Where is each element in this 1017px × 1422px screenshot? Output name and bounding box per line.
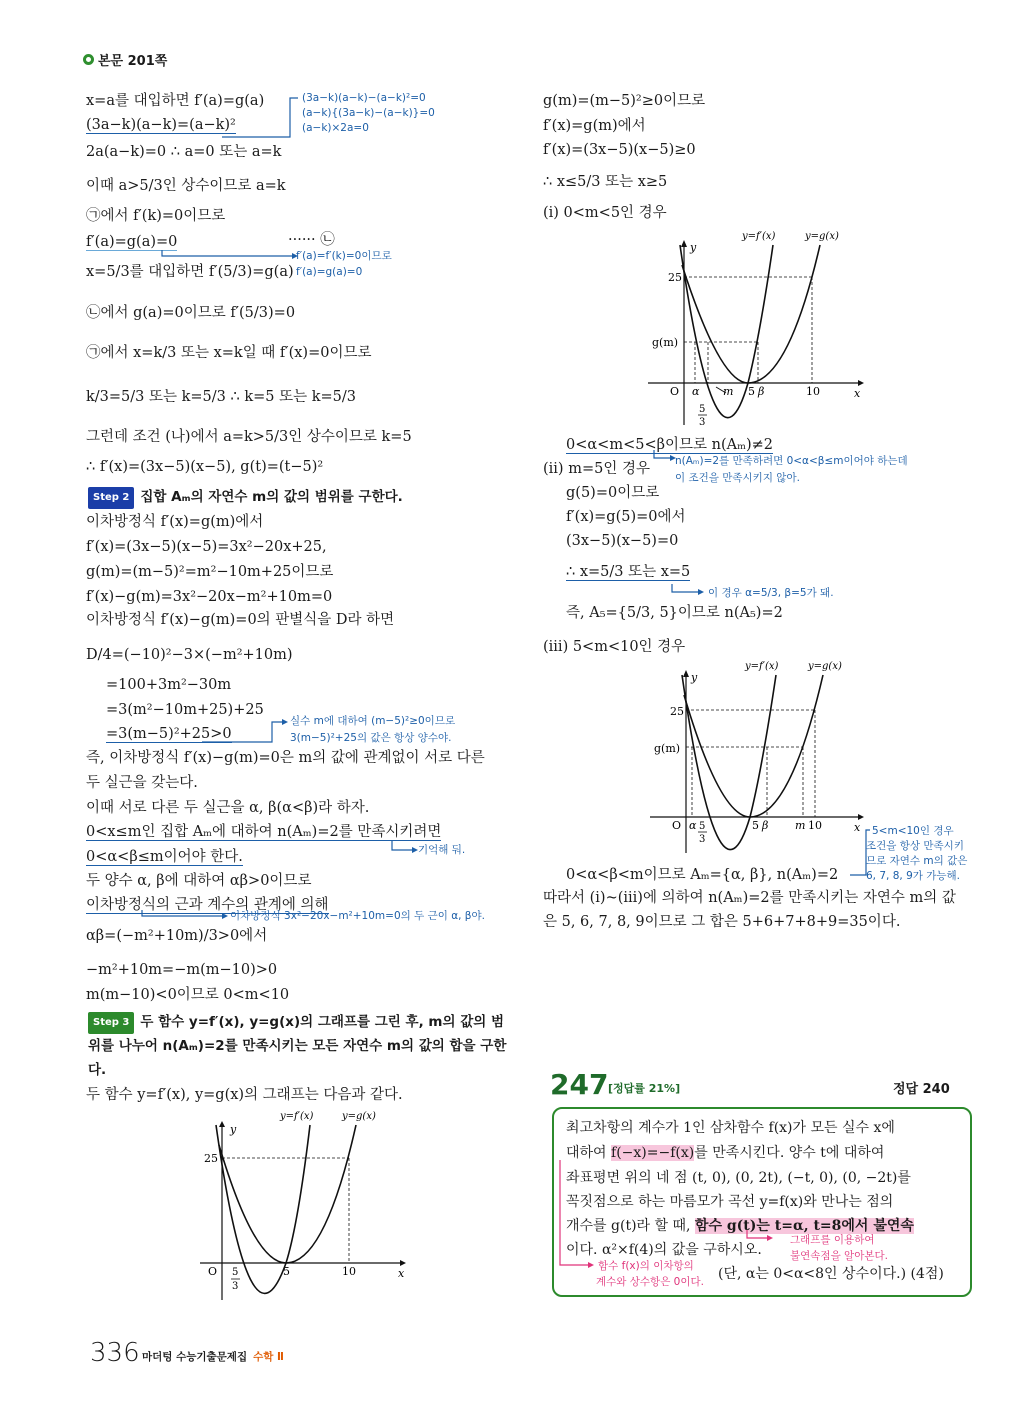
book-title bbox=[142, 1349, 284, 1364]
svg-text:y: y bbox=[690, 241, 697, 254]
eq-line: 두 양수 α, β에 대하여 αβ>0이므로 bbox=[86, 873, 312, 889]
svg-text:y=f′(x): y=f′(x) bbox=[742, 231, 776, 242]
eq-line: (3a−k)(a−k)=(a−k)² bbox=[86, 117, 236, 133]
eq-line: 이차방정식의 근과 계수의 관계에 의해 bbox=[86, 897, 329, 913]
eq-line: x=a를 대입하면 f′(a)=g(a) bbox=[86, 93, 265, 109]
svg-text:5: 5 bbox=[699, 821, 706, 832]
svg-text:α: α bbox=[692, 385, 700, 398]
case-title: (ii) m=5인 경우 bbox=[543, 461, 650, 477]
svg-text:m: m bbox=[795, 819, 806, 832]
svg-text:g(m): g(m) bbox=[654, 742, 681, 755]
svg-text:O: O bbox=[672, 819, 682, 832]
subject-name: 수학 Ⅱ bbox=[253, 1351, 284, 1363]
svg-text:x: x bbox=[854, 387, 861, 400]
step-badge: Step 2 bbox=[88, 487, 134, 509]
svg-text:3: 3 bbox=[699, 834, 706, 845]
eq-line: 즉, A₅={5/3, 5}이므로 n(A₅)=2 bbox=[566, 605, 783, 621]
eq-line: 두 실근을 갖는다. bbox=[86, 775, 198, 791]
correct-rate: [정답률 21%] bbox=[608, 1082, 681, 1095]
highlight-condition: f(−x)=−f(x) bbox=[611, 1145, 695, 1161]
eq-line: f′(x)=g(m)에서 bbox=[543, 118, 646, 134]
annotation-arrow bbox=[390, 840, 420, 856]
annotation-note: 므로 자연수 m의 값은 bbox=[866, 855, 968, 867]
svg-text:β: β bbox=[758, 385, 765, 398]
problem-line: (단, α는 0<α<8인 상수이다.) (4점) bbox=[718, 1266, 944, 1282]
reference-badge bbox=[83, 50, 167, 69]
annotation-note: (a−k)×2a=0 bbox=[302, 122, 369, 134]
page-number: 336 bbox=[90, 1338, 140, 1368]
graph-fprime-g bbox=[190, 1105, 410, 1305]
problem-line: 개수를 g(t)라 할 때, bbox=[566, 1218, 691, 1234]
circle-bullet-icon bbox=[83, 54, 94, 65]
annotation-note: n(Aₘ)=2를 만족하려면 0<α<β≤m이어야 하는데 bbox=[675, 455, 908, 467]
problem-line: 꼭짓점으로 하는 마름모가 곡선 y=f(x)와 만나는 점의 bbox=[566, 1194, 894, 1210]
eq-line: g(m)=(m−5)²≥0이므로 bbox=[543, 93, 706, 109]
eq-line: 이때 서로 다른 두 실근을 α, β(α<β)라 하자. bbox=[86, 800, 370, 816]
svg-text:5: 5 bbox=[748, 385, 755, 398]
annotation-note: 조건을 항상 만족시키 bbox=[866, 840, 964, 852]
svg-text:5: 5 bbox=[232, 1267, 239, 1278]
eq-line: D/4=(−10)²−3×(−m²+10m) bbox=[86, 647, 293, 663]
answer-label: 정답 240 bbox=[893, 1082, 950, 1097]
eq-line: =100+3m²−30m bbox=[106, 677, 232, 693]
graph-case-1 bbox=[630, 225, 880, 430]
eq-label: ······ ㉡ bbox=[288, 232, 335, 248]
svg-text:O: O bbox=[670, 385, 680, 398]
step-badge: Step 3 bbox=[88, 1012, 134, 1034]
annotation-note: 실수 m에 대하여 (m−5)²≥0이므로 bbox=[290, 715, 456, 727]
annotation-arrow bbox=[200, 716, 290, 746]
svg-text:β: β bbox=[762, 819, 769, 832]
annotation-note: 5<m<10인 경우 bbox=[872, 825, 954, 837]
eq-line: 이때 a>5/3인 상수이므로 a=k bbox=[86, 178, 286, 194]
svg-text:3: 3 bbox=[232, 1281, 239, 1292]
annotation-note: 기억해 둬. bbox=[418, 844, 466, 856]
eq-line: (i) 0<m<5인 경우 bbox=[543, 205, 667, 221]
eq-line: 0<α<m<5<β이므로 n(Aₘ)≠2 bbox=[566, 437, 773, 453]
annotation-note: 이 조건을 만족시키지 않아. bbox=[675, 472, 800, 484]
eq-line: −m²+10m=−m(m−10)>0 bbox=[86, 962, 278, 978]
svg-text:10: 10 bbox=[342, 1265, 356, 1278]
eq-line: f′(x)=g(5)=0에서 bbox=[566, 509, 686, 525]
svg-text:3: 3 bbox=[699, 417, 706, 428]
eq-line: m(m−10)<0이므로 0<m<10 bbox=[86, 987, 290, 1003]
svg-text:m: m bbox=[723, 385, 734, 398]
eq-line: ㉡에서 g(a)=0이므로 f′(5/3)=0 bbox=[86, 305, 296, 321]
annotation-note: 6, 7, 8, 9가 가능해. bbox=[866, 870, 960, 882]
eq-line: f′(x)=(3x−5)(x−5)=3x²−20x+25, bbox=[86, 539, 327, 555]
svg-text:10: 10 bbox=[806, 385, 820, 398]
eq-line: αβ=(−m²+10m)/3>0에서 bbox=[86, 928, 268, 944]
annotation-note: (a−k){(3a−k)−(a−k)}=0 bbox=[302, 107, 435, 119]
eq-line: (3x−5)(x−5)=0 bbox=[566, 533, 679, 549]
svg-text:y=g(x): y=g(x) bbox=[342, 1111, 376, 1122]
svg-text:y=f′(x): y=f′(x) bbox=[280, 1111, 314, 1122]
svg-text:25: 25 bbox=[668, 271, 682, 284]
annotation-arrow bbox=[670, 584, 706, 598]
problem-line: 를 만족시킨다. 양수 t에 대하여 bbox=[694, 1145, 885, 1161]
annotation-arrow bbox=[556, 1160, 596, 1270]
svg-text:10: 10 bbox=[808, 819, 822, 832]
eq-line: g(m)=(m−5)²=m²−10m+25이므로 bbox=[86, 564, 334, 580]
problem-line: 이다. α²×f(4)의 값을 구하시오. bbox=[566, 1242, 762, 1258]
svg-text:x: x bbox=[854, 821, 861, 834]
eq-line: g(5)=0이므로 bbox=[566, 485, 660, 501]
annotation-note: f′(a)=f′(k)=0이므로 bbox=[296, 250, 392, 262]
problem-line: 좌표평면 위의 네 점 (t, 0), (0, 2t), (−t, 0), (0, −2t)를 bbox=[566, 1170, 911, 1186]
step-title: 다. bbox=[88, 1062, 107, 1078]
eq-line: 이차방정식 f′(x)=g(m)에서 bbox=[86, 514, 264, 530]
annotation-note: 이 경우 α=5/3, β=5가 돼. bbox=[708, 587, 834, 599]
annotation-note: 불연속점을 알아본다. bbox=[790, 1250, 888, 1262]
eq-line: =3(m²−10m+25)+25 bbox=[106, 702, 264, 718]
eq-line: x=5/3를 대입하면 f′(5/3)=g(a) bbox=[86, 264, 294, 280]
annotation-note: 이차방정식 3x²−20x−m²+10m=0의 두 근이 α, β야. bbox=[230, 910, 485, 922]
svg-text:y=f′(x): y=f′(x) bbox=[745, 661, 779, 672]
eq-line: ㉠에서 f′(k)=0이므로 bbox=[86, 208, 226, 224]
svg-text:5: 5 bbox=[283, 1265, 290, 1278]
step-title: 위를 나누어 n(Aₘ)=2를 만족시키는 모든 자연수 m의 값의 합을 구한 bbox=[88, 1038, 507, 1054]
annotation-arrow bbox=[745, 1230, 775, 1244]
annotation-note: 함수 f(x)의 이차항의 bbox=[598, 1260, 694, 1272]
reference-text: 본문 201쪽 bbox=[98, 54, 168, 69]
eq-line: ㉠에서 x=k/3 또는 x=k일 때 f′(x)=0이므로 bbox=[86, 345, 372, 361]
svg-text:O: O bbox=[208, 1265, 218, 1278]
eq-line: 은 5, 6, 7, 8, 9이므로 그 합은 5+6+7+8+9=35이다. bbox=[543, 914, 901, 930]
eq-line: f′(x)=(3x−5)(x−5)≥0 bbox=[543, 142, 696, 158]
problem-line: 최고차항의 계수가 1인 삼차함수 f(x)가 모든 실수 x에 bbox=[566, 1120, 895, 1136]
eq-line: 2a(a−k)=0 ∴ a=0 또는 a=k bbox=[86, 144, 282, 160]
annotation-note: (3a−k)(a−k)−(a−k)²=0 bbox=[302, 92, 426, 104]
eq-line: 0<x≤m인 집합 Aₘ에 대하여 n(Aₘ)=2를 만족시키려면 bbox=[86, 824, 442, 840]
case-title: (iii) 5<m<10인 경우 bbox=[543, 639, 686, 655]
step-title: 집합 Aₘ의 자연수 m의 값의 범위를 구한다. bbox=[140, 489, 403, 505]
svg-text:y=g(x): y=g(x) bbox=[808, 661, 842, 672]
annotation-arrow bbox=[220, 92, 300, 142]
annotation-note: 계수와 상수항은 0이다. bbox=[596, 1276, 704, 1288]
problem-number: 247 bbox=[550, 1068, 609, 1101]
annotation-arrow bbox=[140, 910, 230, 924]
eq-line: 두 함수 y=f′(x), y=g(x)의 그래프는 다음과 같다. bbox=[86, 1087, 403, 1103]
highlight-discontinuity: 함수 g(t)는 t=α, t=8에서 불연속 bbox=[694, 1218, 914, 1234]
book-name: 마더텅 수능기출문제집 bbox=[142, 1351, 248, 1363]
problem-line: 대하여 bbox=[566, 1145, 607, 1161]
svg-text:25: 25 bbox=[670, 705, 684, 718]
svg-text:y=g(x): y=g(x) bbox=[805, 231, 839, 242]
annotation-note: 3(m−5)²+25의 값은 항상 양수야. bbox=[290, 732, 452, 744]
annotation-arrow bbox=[160, 250, 300, 262]
eq-line: f′(x)−g(m)=3x²−20x−m²+10m=0 bbox=[86, 589, 333, 605]
annotation-note: f′(a)=g(a)=0 bbox=[296, 266, 363, 278]
svg-text:5: 5 bbox=[699, 404, 706, 415]
eq-line: 즉, 이차방정식 f′(x)−g(m)=0은 m의 값에 관계없이 서로 다른 bbox=[86, 750, 485, 766]
eq-line: k/3=5/3 또는 k=5/3 ∴ k=5 또는 k=5/3 bbox=[86, 389, 356, 405]
eq-line: f′(a)=g(a)=0 bbox=[86, 234, 178, 250]
eq-line: 0<α<β<m이므로 Aₘ={α, β}, n(Aₘ)=2 bbox=[566, 867, 839, 883]
eq-line: =3(m−5)²+25>0 bbox=[106, 726, 232, 742]
svg-text:g(m): g(m) bbox=[652, 336, 679, 349]
svg-text:y: y bbox=[691, 671, 698, 684]
step-title: 두 함수 y=f′(x), y=g(x)의 그래프를 그린 후, m의 값의 범 bbox=[140, 1014, 505, 1030]
svg-text:5: 5 bbox=[752, 819, 759, 832]
eq-line: 그런데 조건 (나)에서 a=k>5/3인 상수이므로 k=5 bbox=[86, 429, 412, 445]
eq-line: ∴ f′(x)=(3x−5)(x−5), g(t)=(t−5)² bbox=[86, 459, 324, 475]
svg-text:x: x bbox=[398, 1267, 405, 1280]
annotation-note: 그래프를 이용하여 bbox=[790, 1234, 875, 1246]
eq-line: ∴ x≤5/3 또는 x≥5 bbox=[543, 174, 668, 190]
eq-line: 0<α<β≤m이어야 한다. bbox=[86, 849, 243, 865]
svg-text:25: 25 bbox=[204, 1152, 218, 1165]
eq-line: ∴ x=5/3 또는 x=5 bbox=[566, 564, 691, 580]
svg-text:α: α bbox=[689, 819, 697, 832]
eq-line: 따라서 (i)~(iii)에 의하여 n(Aₘ)=2를 만족시키는 자연수 m의 값 bbox=[543, 890, 956, 906]
eq-line: 이차방정식 f′(x)−g(m)=0의 판별식을 D라 하면 bbox=[86, 612, 395, 628]
svg-text:y: y bbox=[230, 1123, 237, 1136]
